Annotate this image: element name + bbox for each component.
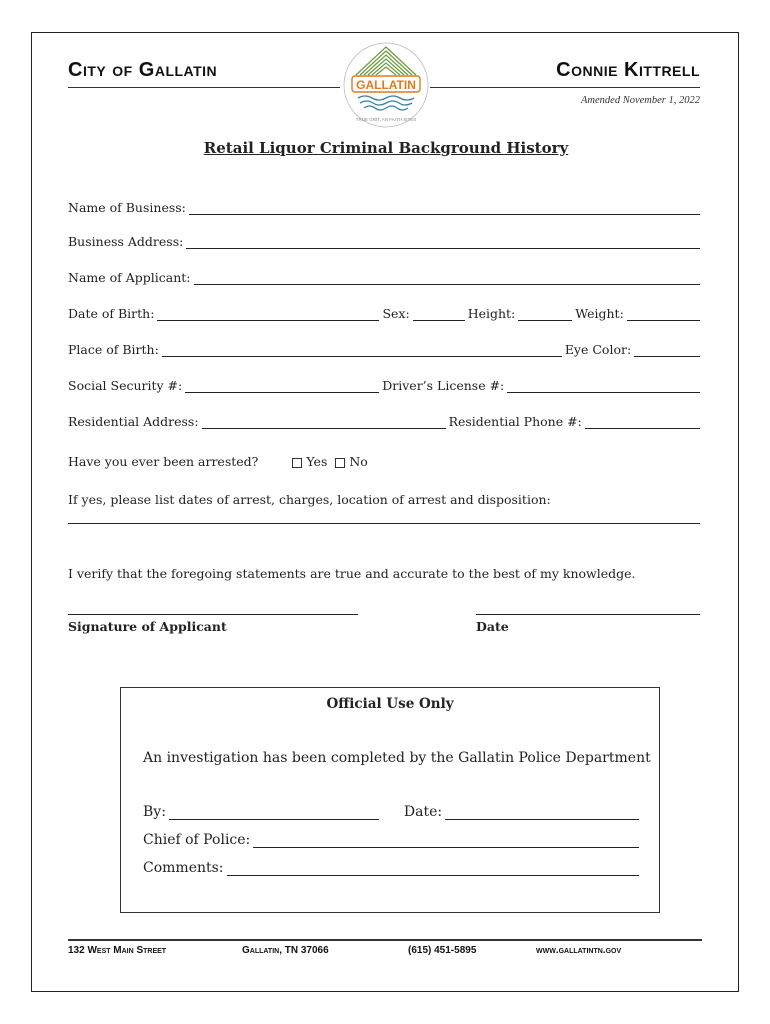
- residential-address-label: Residential Address:: [68, 414, 199, 429]
- signature-field[interactable]: [68, 614, 358, 615]
- ssn-label: Social Security #:: [68, 378, 183, 393]
- no-label: No: [349, 454, 368, 469]
- official-date-field[interactable]: [445, 807, 639, 820]
- drivers-license-field[interactable]: [507, 380, 700, 393]
- arrested-question: Have you ever been arrested?: [68, 454, 259, 469]
- ssn-row: [68, 375, 700, 393]
- place-of-birth-row: [68, 339, 700, 357]
- official-date-label: Date:: [403, 804, 443, 820]
- official-use-box: [120, 687, 660, 913]
- signature-label: Signature of Applicant: [68, 619, 227, 634]
- comments-field[interactable]: [227, 863, 639, 876]
- eye-color-label: Eye Color:: [564, 342, 632, 357]
- header-city-name: City of Gallatin: [68, 59, 218, 81]
- dob-field[interactable]: [157, 308, 379, 321]
- business-name-field[interactable]: [189, 202, 700, 215]
- no-checkbox[interactable]: [335, 458, 345, 468]
- footer-phone: (615) 451-5895: [408, 945, 477, 956]
- residential-address-field[interactable]: [202, 416, 446, 429]
- city-logo-icon: [342, 41, 430, 129]
- height-field[interactable]: [518, 308, 572, 321]
- form-title: Retail Liquor Criminal Background History: [203, 139, 569, 157]
- residential-row: [68, 411, 700, 429]
- official-use-title: Official Use Only: [326, 696, 454, 712]
- weight-field[interactable]: [627, 308, 700, 321]
- logo-motto: TRUE GRIT, AN FAITH SITES: [355, 117, 417, 122]
- chief-row: [143, 830, 639, 848]
- business-address-row: [68, 231, 700, 249]
- verification-row: [68, 563, 700, 581]
- signature-date-label: Date: [476, 619, 509, 634]
- footer-address: 132 West Main Street: [68, 945, 167, 956]
- form-page: [31, 32, 739, 992]
- applicant-name-field[interactable]: [194, 272, 700, 285]
- amended-date: Amended November 1, 2022: [581, 95, 700, 106]
- logo-text: GALLATIN: [356, 78, 416, 92]
- footer-rule: [68, 939, 702, 941]
- footer-city: Gallatin, TN 37066: [242, 945, 329, 956]
- header-clerk-name: Connie Kittrell: [556, 59, 700, 81]
- investigation-statement: An investigation has been completed by the Gallatin Police Department: [143, 750, 651, 766]
- by-label: By:: [143, 804, 166, 820]
- business-address-label: Business Address:: [68, 234, 184, 249]
- applicant-name-row: [68, 267, 700, 285]
- footer-website[interactable]: www.gallatintn.gov: [536, 945, 622, 956]
- header-rule-right: [430, 87, 700, 88]
- weight-label: Weight:: [575, 306, 624, 321]
- by-field[interactable]: [169, 807, 379, 820]
- arrest-details-label: If yes, please list dates of arrest, charges, location of arrest and disposition:: [68, 492, 551, 507]
- verification-statement: I verify that the foregoing statements are true and accurate to the best of my knowledge.: [68, 566, 636, 581]
- yes-label: Yes: [306, 454, 328, 469]
- comments-row: [143, 858, 639, 876]
- arrest-details-row: [68, 489, 700, 507]
- sex-field[interactable]: [413, 308, 465, 321]
- dob-label: Date of Birth:: [68, 306, 155, 321]
- business-name-row: [68, 197, 700, 215]
- official-by-row: [143, 802, 639, 820]
- signature-date-field[interactable]: [476, 614, 700, 615]
- comments-label: Comments:: [143, 860, 224, 876]
- applicant-name-label: Name of Applicant:: [68, 270, 191, 285]
- sex-label: Sex:: [382, 306, 410, 321]
- ssn-field[interactable]: [185, 380, 379, 393]
- place-of-birth-field[interactable]: [162, 344, 562, 357]
- eye-color-field[interactable]: [634, 344, 700, 357]
- arrest-details-field[interactable]: [68, 523, 700, 524]
- chief-field[interactable]: [253, 835, 639, 848]
- header-rule-left: [68, 87, 340, 88]
- chief-label: Chief of Police:: [143, 832, 251, 848]
- residential-phone-label: Residential Phone #:: [448, 414, 582, 429]
- dob-row: [68, 303, 700, 321]
- yes-checkbox[interactable]: [292, 458, 302, 468]
- height-label: Height:: [467, 306, 516, 321]
- residential-phone-field[interactable]: [585, 416, 700, 429]
- business-address-field[interactable]: [186, 236, 700, 249]
- place-of-birth-label: Place of Birth:: [68, 342, 159, 357]
- business-name-label: Name of Business:: [68, 200, 186, 215]
- drivers-license-label: Driver’s License #:: [382, 378, 505, 393]
- arrested-row: [68, 451, 700, 469]
